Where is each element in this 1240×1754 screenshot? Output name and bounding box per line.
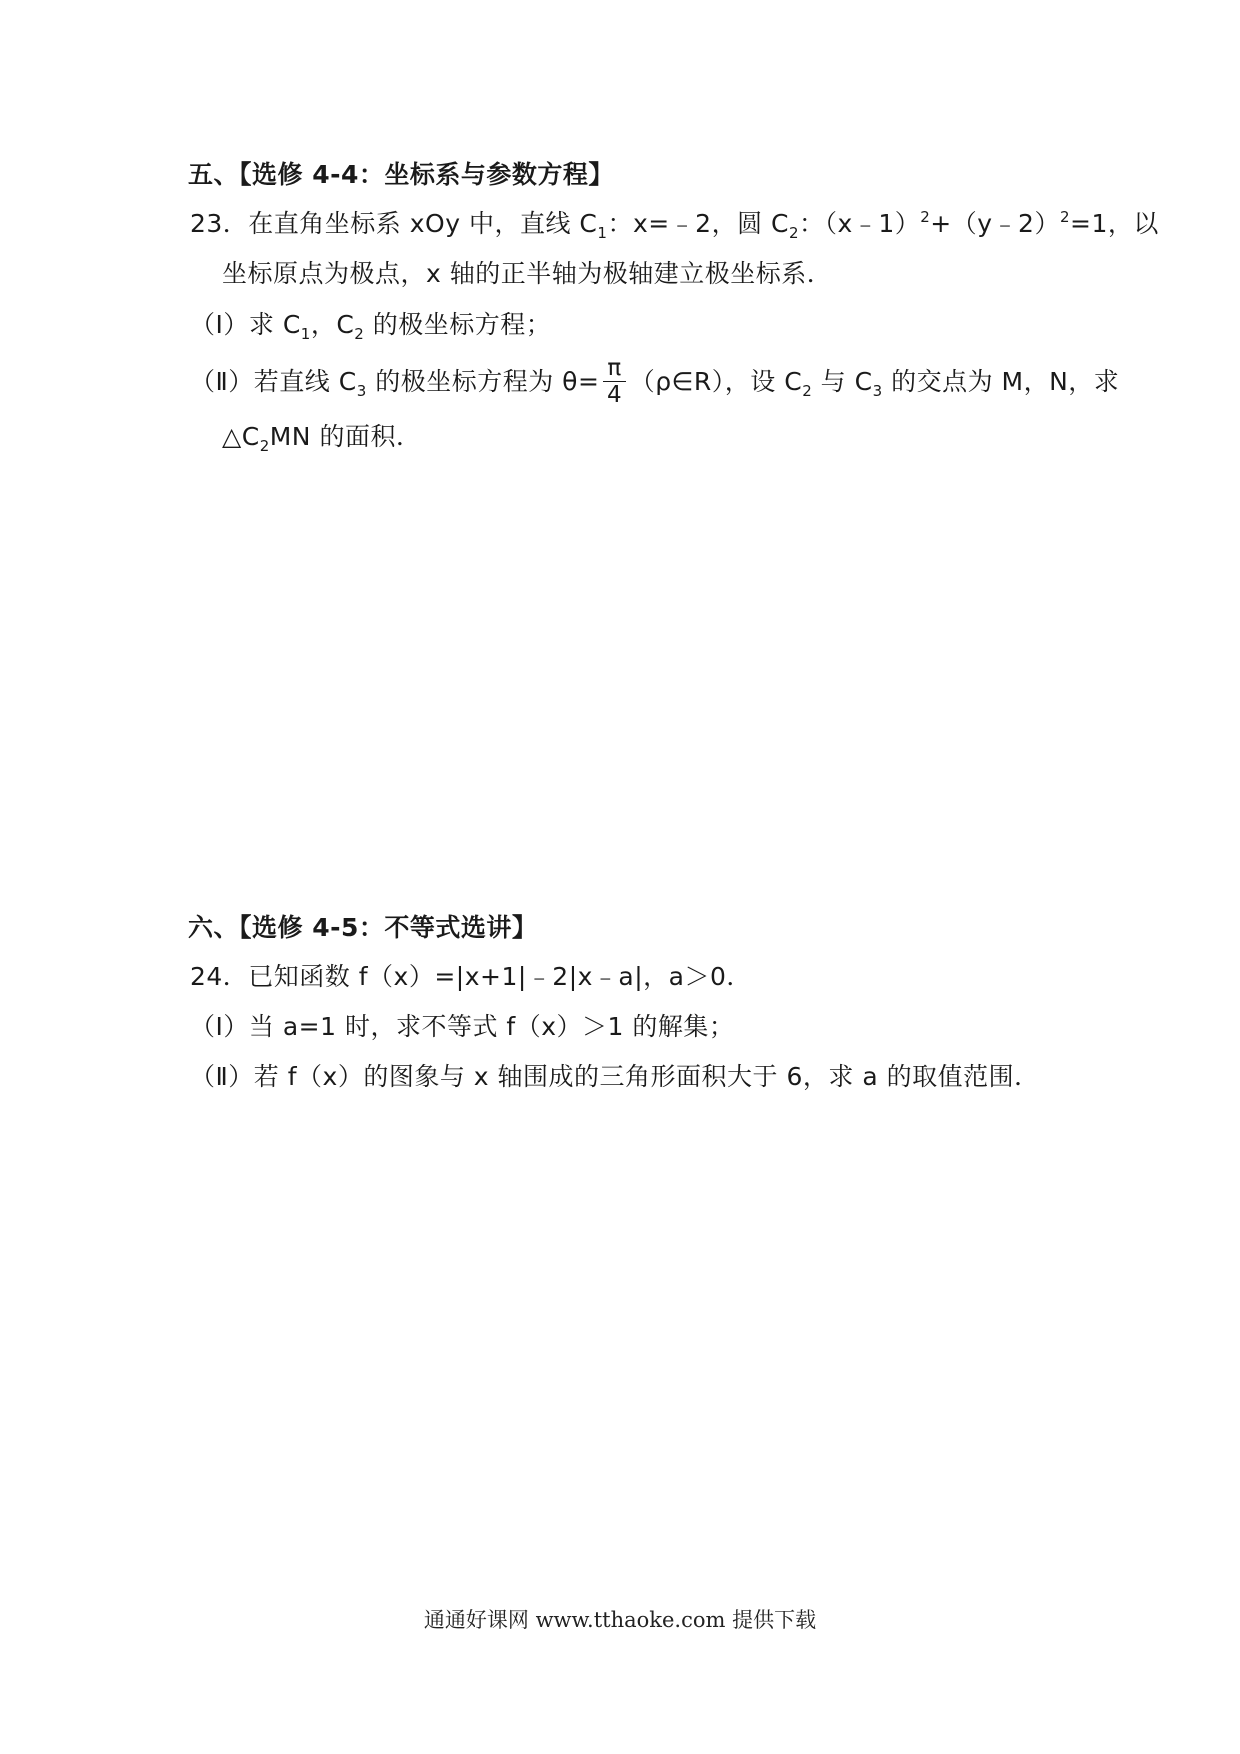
question-23-part2-line2: $\triangle C_2MN$ 的面积． — [222, 422, 422, 455]
question-24-line1: 24．已知函数 f（x）=|x+1|﹣2|x﹣a|，a＞0． — [190, 962, 752, 991]
question-23-line2: 坐标原点为极点，x 轴的正半轴为极轴建立极坐标系． — [222, 259, 833, 288]
section-heading-6: 六、【选修 4-5：不等式选讲】 — [188, 913, 538, 942]
section-heading-5: 五、【选修 4-4：坐标系与参数方程】 — [188, 160, 614, 189]
footer-credit: 通通好课网 www.tthaoke.com 提供下载 — [423, 1608, 817, 1632]
question-23-line1: 23．在直角坐标系 xOy 中，直线 $C_1$：x=﹣2，圆 $C_2$：（x﹣1）$^2$+（y﹣2）$^2$=1，以 — [190, 208, 1159, 242]
question-24-part1: （Ⅰ）当 a=1 时，求不等式 f（x）＞1 的解集； — [190, 1012, 735, 1041]
question-24-part2: （Ⅱ）若 f（x）的图象与 x 轴围成的三角形面积大于 6，求 a 的取值范围． — [190, 1062, 1040, 1091]
question-23-part1: （Ⅰ）求 $C_1$，$C_2$ 的极坐标方程； — [190, 310, 552, 343]
pi-over-4-fraction: $\frac{\pi}{4}$ — [603, 355, 625, 408]
question-23-part2: （Ⅱ）若直线 $C_3$ 的极坐标方程为 θ= $\frac{\pi}{4}$ （ρ∈R），设 $C_2$ 与 $C_3$ 的交点为 M，N，求 — [190, 354, 1120, 408]
